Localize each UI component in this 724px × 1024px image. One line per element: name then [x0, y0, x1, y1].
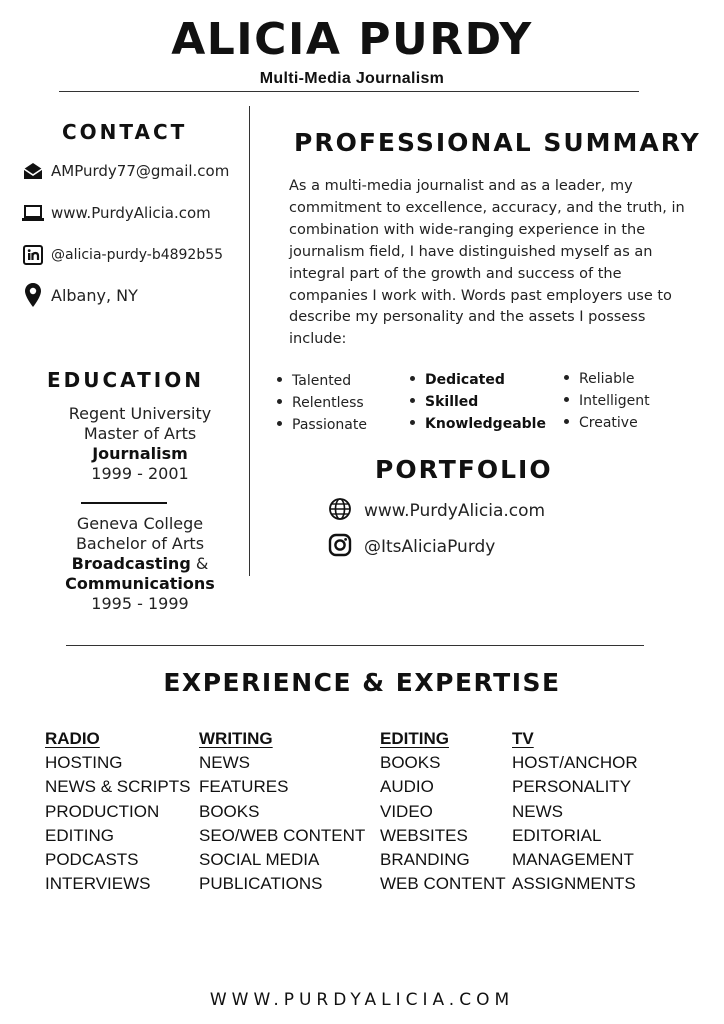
education-entry	[30, 404, 250, 484]
experience-item: NEWS	[199, 753, 250, 773]
summary-text: As a multi-media journalist and as a leader, my commitment to excellence, accuracy, and the truth, in combination with wide-ranging experience in the journalism field, I have distinguished myself as an integral part of the growth and success of the companies I work with. Words past employers use to describe my personality and the assets I possess include:	[289, 178, 685, 348]
education-degree: Master of Arts	[83, 424, 197, 443]
experience-item: NEWS & SCRIPTS	[45, 777, 191, 797]
experience-column-title: RADIO	[45, 729, 100, 748]
header-divider	[59, 91, 639, 92]
experience-item: SOCIAL MEDIA	[199, 850, 320, 870]
footer-url[interactable]: WWW.PURDYALICIA.COM	[209, 990, 515, 1010]
experience-item: WEB CONTENT	[380, 874, 506, 894]
portfolio-website-text: www.PurdyAlicia.com	[364, 501, 546, 521]
contact-location-text: Albany, NY	[51, 285, 138, 305]
education-entry	[30, 514, 250, 614]
trait-item: Talented	[277, 370, 367, 392]
experience-column-tv	[512, 727, 638, 896]
experience-column-title: EDITING	[380, 729, 449, 748]
column-divider	[249, 106, 250, 576]
trait-item: Intelligent	[564, 390, 650, 412]
contact-email[interactable]	[22, 160, 229, 182]
experience-item: HOST/ANCHOR	[512, 753, 638, 773]
portfolio-heading: PORTFOLIO	[375, 455, 553, 484]
experience-item: BRANDING	[380, 850, 470, 870]
traits-column	[410, 369, 546, 435]
traits-column	[277, 370, 367, 436]
trait-item: Relentless	[277, 392, 367, 414]
trait-item: Dedicated	[410, 369, 546, 391]
experience-item: BOOKS	[199, 801, 260, 821]
portfolio-website[interactable]	[328, 497, 545, 525]
experience-column-title: TV	[512, 729, 534, 748]
experience-item: PRODUCTION	[45, 801, 160, 821]
summary-heading: PROFESSIONAL SUMMARY	[294, 128, 701, 157]
experience-item: SEO/WEB CONTENT	[199, 825, 366, 845]
experience-item: FEATURES	[199, 777, 289, 797]
experience-column-radio	[45, 727, 190, 896]
education-school: Geneva College	[76, 514, 204, 533]
experience-item: PUBLICATIONS	[199, 874, 323, 894]
experience-item: MANAGEMENT	[512, 850, 634, 870]
trait-item: Knowledgeable	[410, 413, 546, 435]
education-field: Broadcasting	[71, 554, 191, 573]
contact-website[interactable]	[22, 202, 211, 224]
contact-linkedin[interactable]	[22, 244, 223, 266]
experience-column-writing	[199, 727, 365, 896]
education-degree: Bachelor of Arts	[75, 534, 205, 553]
contact-location	[22, 284, 138, 306]
experience-item: WEBSITES	[380, 825, 468, 845]
trait-item: Reliable	[564, 368, 650, 390]
experience-item: EDITORIAL	[512, 825, 602, 845]
trait-item: Creative	[564, 412, 650, 434]
envelope-icon	[22, 160, 44, 182]
globe-icon	[328, 497, 352, 525]
portfolio-instagram[interactable]	[328, 533, 495, 561]
laptop-icon	[22, 202, 44, 224]
experience-heading: EXPERIENCE & EXPERTISE	[163, 668, 561, 697]
experience-item: EDITING	[45, 825, 114, 845]
education-school: Regent University	[68, 404, 212, 423]
experience-item: ASSIGNMENTS	[512, 874, 636, 894]
education-years: 1999 - 2001	[91, 464, 189, 483]
experience-item: PERSONALITY	[512, 777, 632, 797]
experience-item: PODCASTS	[45, 850, 139, 870]
experience-item: INTERVIEWS	[45, 874, 151, 894]
contact-email-text: AMPurdy77@gmail.com	[51, 162, 230, 180]
experience-column-editing	[380, 727, 506, 896]
experience-item: BOOKS	[380, 753, 441, 773]
experience-item: HOSTING	[45, 753, 123, 773]
map-pin-icon	[22, 284, 44, 306]
linkedin-icon	[22, 244, 44, 266]
contact-website-text: www.PurdyAlicia.com	[51, 204, 211, 222]
education-years: 1995 - 1999	[91, 594, 189, 613]
resume-subtitle: Multi-Media Journalism	[259, 70, 445, 87]
education-field-2: Communications	[65, 574, 215, 593]
resume-name: ALICIA PURDY	[171, 14, 533, 65]
contact-linkedin-text: @alicia-purdy-b4892b55	[51, 247, 224, 263]
section-divider	[66, 645, 644, 646]
experience-column-title: WRITING	[199, 729, 273, 748]
experience-item: NEWS	[512, 801, 563, 821]
portfolio-instagram-text: @ItsAliciaPurdy	[364, 537, 496, 557]
trait-item: Passionate	[277, 414, 367, 436]
traits-column	[564, 368, 650, 434]
education-field-suffix: &	[190, 554, 209, 573]
education-field: Journalism	[92, 444, 188, 463]
instagram-icon	[328, 533, 352, 561]
contact-heading: CONTACT	[62, 120, 188, 144]
experience-item: AUDIO	[380, 777, 434, 797]
education-divider	[81, 502, 167, 504]
experience-item: VIDEO	[380, 801, 433, 821]
education-heading: EDUCATION	[47, 368, 204, 392]
trait-item: Skilled	[410, 391, 546, 413]
